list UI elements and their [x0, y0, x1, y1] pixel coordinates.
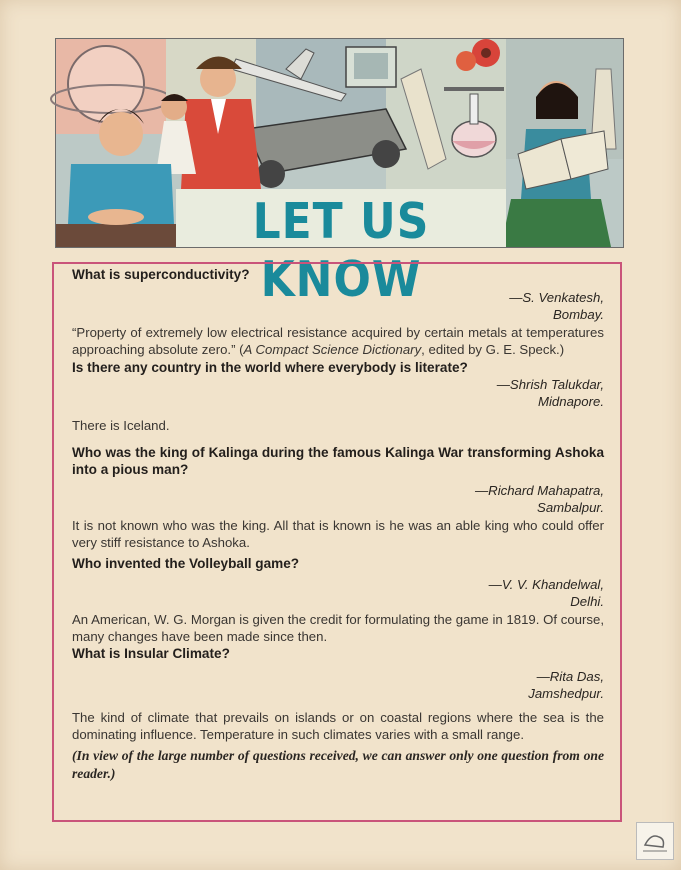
scanner-logo-icon	[637, 823, 673, 859]
asker-name-4: —V. V. Khandelwal,	[488, 577, 604, 593]
answer-1: “Property of extremely low electrical resistance acquired by certain metals at temperatures approaching absolute zero.” (A Compact Science Dictionary, edited by G. E. Speck.)	[72, 324, 604, 357]
question-3: Who was the king of Kalinga during the famous Kalinga War transforming Ashoka into a pious man?	[72, 444, 604, 478]
question-2: Is there any country in the world where everybody is literate?	[72, 360, 468, 376]
answer-4: An American, W. G. Morgan is given the credit for formulating the game in 1819. Of course, many changes have been made since then.	[72, 611, 604, 644]
question-5: What is Insular Climate?	[72, 646, 230, 662]
asker-name-1: —S. Venkatesh,	[509, 290, 604, 306]
answer-2: There is Iceland.	[72, 417, 170, 433]
asker-name-2: —Shrish Talukdar,	[496, 377, 604, 393]
footer-note: (In view of the large number of questions received, we can answer only one question from one reader.)	[72, 748, 604, 782]
answer-5: The kind of climate that prevails on islands or on coastal regions where the sea is the dominating influence. Temperature in such climates varies with a small range.	[72, 709, 604, 742]
asker-name-3: —Richard Mahapatra,	[474, 483, 604, 499]
asker-place-5: Jamshedpur.	[528, 686, 604, 702]
question-1: What is superconductivity?	[72, 267, 250, 282]
qa-content	[72, 266, 604, 783]
asker-name-5: —Rita Das,	[536, 669, 604, 685]
question-4: Who invented the Volleyball game?	[72, 556, 300, 572]
asker-place-3: Sambalpur.	[537, 500, 604, 516]
asker-place-2: Midnapore.	[538, 394, 604, 410]
asker-place-4: Delhi.	[570, 594, 604, 610]
answer-3: It is not known who was the king. All that is known is he was an able king who could offer very stiff resistance to Ashoka.	[72, 517, 604, 550]
answer-1-source: A Compact Science Dictionary	[243, 341, 422, 357]
scanner-logo	[636, 822, 674, 860]
asker-place-1: Bombay.	[552, 307, 604, 323]
section-title: LET US KNOW	[252, 193, 430, 309]
